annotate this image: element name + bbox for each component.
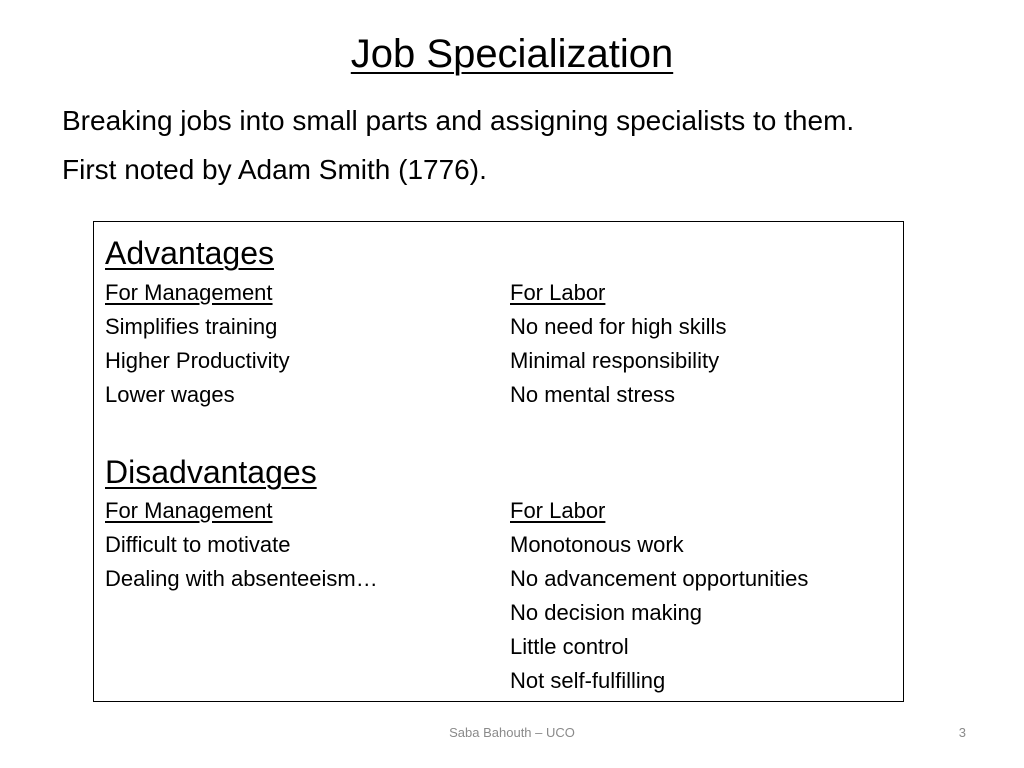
list-item: Higher Productivity xyxy=(105,348,290,373)
list-item: Monotonous work xyxy=(510,532,684,557)
list-item: Not self-fulfilling xyxy=(510,668,666,693)
advantages-labor-column xyxy=(510,276,910,412)
disadvantages-labor-column xyxy=(510,494,910,698)
list-item: Simplifies training xyxy=(105,314,278,339)
list-item: Dealing with absenteeism… xyxy=(105,566,378,591)
intro-line-definition: Breaking jobs into small parts and assigning specialists to them. xyxy=(62,105,855,136)
intro-line-origin: First noted by Adam Smith (1776). xyxy=(62,154,487,185)
advantages-heading: Advantages xyxy=(105,235,275,271)
comparison-table xyxy=(93,221,904,702)
page-number: 3 xyxy=(958,725,966,740)
list-item: Difficult to motivate xyxy=(105,532,291,557)
column-header-management: For Management xyxy=(105,280,273,305)
slide-title: Job Specialization xyxy=(350,32,674,76)
advantages-management-column xyxy=(105,276,505,412)
list-item: Minimal responsibility xyxy=(510,348,720,373)
list-item: No advancement opportunities xyxy=(510,566,809,591)
list-item: No need for high skills xyxy=(510,314,727,339)
column-header-management: For Management xyxy=(105,498,273,523)
column-header-labor: For Labor xyxy=(510,498,606,523)
disadvantages-heading: Disadvantages xyxy=(105,454,317,490)
list-item: No decision making xyxy=(510,600,702,625)
list-item: Little control xyxy=(510,634,629,659)
footer-author: Saba Bahouth – UCO xyxy=(449,725,575,740)
disadvantages-management-column xyxy=(105,494,505,596)
list-item: Lower wages xyxy=(105,382,235,407)
column-header-labor: For Labor xyxy=(510,280,606,305)
list-item: No mental stress xyxy=(510,382,676,407)
